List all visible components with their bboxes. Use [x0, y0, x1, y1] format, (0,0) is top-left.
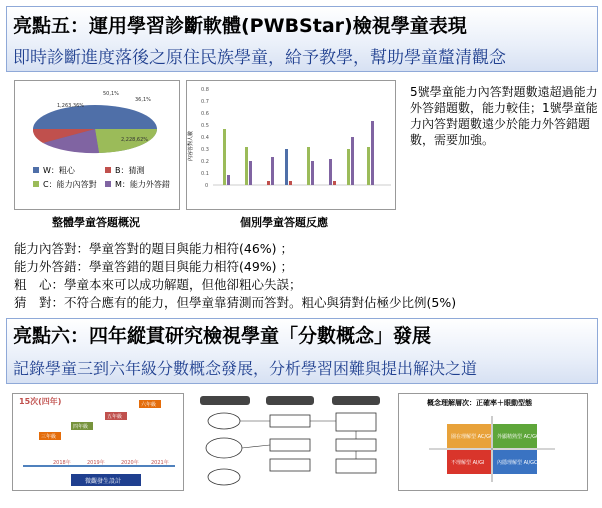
grade-6-label: 六年級 — [141, 402, 157, 408]
ytick: 0.1 — [201, 171, 209, 177]
year-label: 2019年 — [87, 460, 105, 466]
highlight-six-banner — [6, 318, 598, 384]
ytick: 0.3 — [201, 147, 209, 153]
bar — [271, 157, 274, 185]
quad-label: 外顯精熟型 AC/GC — [497, 434, 540, 440]
overall-pie-chart — [14, 80, 180, 210]
bar — [285, 149, 288, 185]
quad-label: 不理解型 AI/GI — [451, 460, 485, 466]
legend-swatch-c — [33, 181, 39, 187]
flow-header — [200, 396, 250, 405]
definition-item: 能力內答對：學童答對的題目與能力相符(46%) ； — [14, 241, 294, 256]
flow-node — [208, 469, 240, 485]
grade-4-label: 四年級 — [73, 424, 89, 430]
highlight-six-subtitle: 記錄學童三到六年級分數概念發展，分析學習困難與提出解決之道 — [13, 359, 478, 378]
quad-title: 概念理解層次：正確率＋眼動型態 — [427, 399, 532, 407]
quad-label: 園在理解型 AC/GC — [451, 434, 494, 440]
bar — [245, 147, 248, 185]
bar — [289, 181, 292, 185]
ytick: 0 — [205, 183, 209, 189]
legend-m: M：能力外答錯 — [115, 180, 170, 189]
timeline-svg — [13, 394, 183, 490]
bar — [267, 181, 270, 185]
flowchart-figure — [196, 393, 384, 491]
bar — [367, 147, 370, 185]
definition-item: 能力外答錯：學童答錯的題目與能力相符(49%) ； — [14, 259, 294, 274]
bar — [307, 147, 310, 185]
flow-node — [336, 413, 376, 431]
pie-label-w: 1,263,36% — [57, 103, 85, 109]
flow-node — [270, 459, 310, 471]
legend-swatch-w — [33, 167, 39, 173]
flow-header — [332, 396, 380, 405]
bar-caption: 個別學童答題反應 — [240, 216, 328, 229]
year-label: 2020年 — [121, 460, 139, 466]
quadrant-svg — [399, 394, 587, 490]
bar — [223, 129, 226, 185]
flow-node — [270, 439, 310, 451]
flow-node — [336, 459, 376, 473]
bar-y-label: 內容答對人數 — [188, 130, 194, 161]
legend-b: B：猜測 — [115, 166, 145, 175]
concept-quadrant-figure — [398, 393, 588, 491]
pie-caption: 整體學童答題概況 — [52, 216, 140, 229]
flowchart-svg — [196, 393, 384, 491]
pie-chart-svg — [15, 81, 179, 209]
ytick: 0.4 — [201, 135, 209, 141]
ytick: 0.2 — [201, 159, 209, 165]
grade-5-label: 五年級 — [107, 414, 123, 420]
ytick: 0.5 — [201, 123, 209, 129]
highlight-six-title: 亮點六：四年縱貫研究檢視學童「分數概念」發展 — [13, 325, 432, 347]
highlight-five-subtitle: 即時診斷進度落後之原住民族學童，給予教學，幫助學童釐清觀念 — [13, 48, 506, 68]
flow-header — [266, 396, 314, 405]
pie-label-b: 50,1% — [103, 91, 119, 97]
flow-node — [208, 413, 240, 429]
bar — [333, 181, 336, 185]
legend-swatch-b — [105, 167, 111, 173]
legend-swatch-m — [105, 181, 111, 187]
ytick: 0.7 — [201, 99, 209, 105]
bar — [329, 159, 332, 185]
highlight-five-title: 亮點五：運用學習診斷軟體(PWBStar)檢視學童表現 — [13, 15, 467, 37]
quad-label: 內隱理解型 AI/GC — [497, 460, 538, 466]
flow-node — [270, 415, 310, 427]
ytick: 0.6 — [201, 111, 209, 117]
flow-node — [336, 439, 376, 451]
year-label: 2021年 — [151, 460, 169, 466]
grade-3-label: 三年級 — [41, 434, 57, 440]
timeline-figure — [12, 393, 184, 491]
legend-c: C：能力內答對 — [43, 180, 97, 189]
highlight-five-banner — [6, 6, 598, 72]
legend-w: W：粗心 — [43, 166, 75, 175]
bar — [347, 149, 350, 185]
bar — [351, 137, 354, 185]
analysis-note: 5號學童能力內答對題數遠超過能力外答錯題數，能力較佳；1號學童能力內答對題數遠少於能力外答錯題數，需要加強。 — [410, 85, 598, 147]
design-footer-label: 微觀發生設計 — [85, 478, 122, 485]
bar — [227, 175, 230, 185]
bar — [311, 161, 314, 185]
definition-item: 粗 心：學童本來可以成功解題，但他卻粗心失誤； — [14, 277, 302, 292]
per-student-bar-chart — [186, 80, 396, 210]
flow-arrow — [242, 445, 270, 448]
bar-chart-svg — [187, 81, 395, 209]
year-label: 2018年 — [53, 460, 71, 466]
definition-list — [14, 240, 456, 312]
bar — [371, 121, 374, 185]
definition-item: 猜 對：不符合應有的能力，但學童靠猜測而答對。粗心與猜對佔極少比例(5%) — [14, 295, 457, 310]
pie-label-c: 36,1% — [135, 97, 151, 103]
pie-label-m: 2,228,62% — [121, 137, 149, 143]
bar — [249, 161, 252, 185]
ytick: 0.8 — [201, 87, 209, 93]
timeline-title: 15次(四年) — [19, 397, 62, 406]
flow-node — [206, 438, 242, 458]
